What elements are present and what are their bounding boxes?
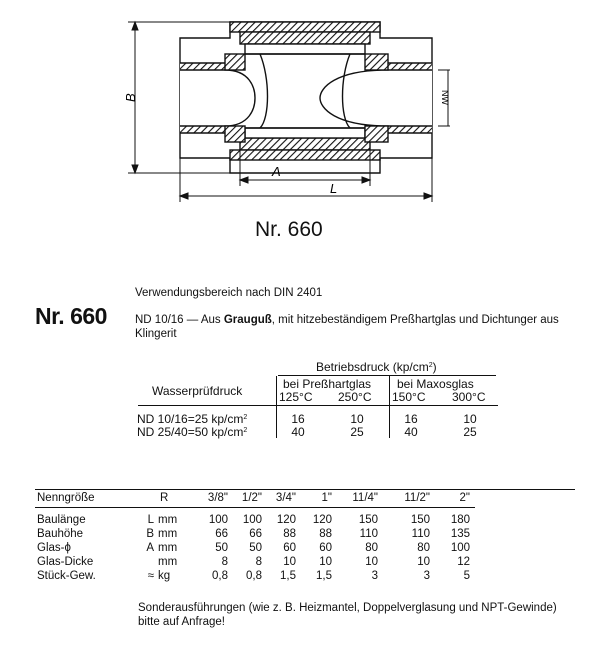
size-col-1: 3/8" [207,492,228,504]
footer-line-1: Sonderausführungen (wie z. B. Heizmantel, Doppelverglasung und NPT-Gewinde) [138,602,557,614]
size-row-symbol: B [146,528,154,540]
temp-3: 150°C [392,390,426,404]
size-cell: 10 [319,556,332,568]
size-row-name: Glas-ϕ [37,542,71,554]
size-row-name: Glas-Dicke [37,556,94,568]
pressure-r1-v4: 10 [463,412,477,426]
size-cell: 3 [371,570,378,582]
size-cell: 0,8 [212,570,228,582]
size-cell: 10 [417,556,430,568]
size-header-name: Nenngröße [37,492,95,504]
svg-text:B: B [123,93,138,102]
pressure-row-2-label: ND 25/40=50 $kp/cm^2$ [137,425,248,439]
pressure-r2-v4: 25 [463,425,477,439]
figure-caption: Nr. 660 [255,218,323,241]
pressure-r2-v3: 40 [404,425,418,439]
desc-material: Grauguß [223,314,272,326]
size-cell: 66 [249,528,262,540]
temp-1: 125°C [279,390,313,404]
pressure-r1-v1: 16 [291,412,305,426]
size-row-symbol: L [147,514,154,526]
size-col-7: 2" [459,492,470,504]
footer-line-2: bitte auf Anfrage! [138,616,225,628]
size-row-unit: mm [158,514,178,526]
size-cell: 88 [319,528,332,540]
size-cell: 100 [450,542,470,554]
size-cell: 1,5 [316,570,332,582]
size-cell: 88 [283,528,296,540]
size-cell: 100 [242,514,262,526]
temp-4: 300°C [452,390,486,404]
group-maxosglas: bei Maxosglas [397,377,474,391]
pressure-r1-v2: 10 [350,412,364,426]
size-row-name: Baulänge [37,514,86,526]
size-row-name: Bauhöhe [37,528,84,540]
size-cell: 110 [359,528,378,540]
product-description [135,313,585,341]
size-cell: 150 [410,514,430,526]
size-row-name: Stück-Gew. [37,570,96,582]
size-row-symbol: A [146,542,154,554]
size-col-5: 11/4" [352,492,378,504]
size-cell: 12 [457,556,470,568]
size-cell: 1,5 [280,570,296,582]
size-cell: 150 [358,514,378,526]
size-col-4: 1" [321,492,332,504]
size-cell: 0,8 [246,570,262,582]
size-cell: 80 [365,542,378,554]
size-cell: 10 [365,556,378,568]
pressure-r2-v1: 40 [291,425,305,439]
size-row-unit: mm [158,542,178,554]
pressure-r2-v2: 25 [350,425,364,439]
size-row-unit: mm [158,556,178,568]
svg-text:NW: NW [440,90,450,105]
size-cell: 66 [215,528,228,540]
size-cell: 180 [450,514,470,526]
size-row-symbol: ≈ [147,570,154,582]
svg-text:A: A [272,164,281,179]
size-cell: 120 [276,514,296,526]
group-presshartglas: bei Preßhartglas [283,377,372,391]
size-cell: 120 [312,514,332,526]
size-cell: 50 [215,542,228,554]
size-cell: 80 [417,542,430,554]
sight-glass-drawing [120,8,450,208]
temp-2: 250°C [338,390,372,404]
size-cell: 8 [221,556,228,568]
pressure-title: Betriebsdruck $(kp/cm^2)$ [316,360,437,374]
size-cell: 60 [319,542,332,554]
desc-rest: , mit hitzebeständigem Preßhartglas und Dichtunger aus Klingerit [135,314,559,340]
svg-text:L: L [330,181,338,196]
size-cell: 50 [249,542,262,554]
pressure-r1-v3: 16 [404,412,418,426]
usage-note: Verwendungsbereich nach DIN 2401 [135,287,323,299]
size-cell: 135 [450,528,470,540]
drawing-body [180,22,432,173]
pressure-title-rule [278,375,496,376]
size-col-3: 3/4" [275,492,296,504]
size-cell: 60 [283,542,296,554]
size-cell: 8 [255,556,262,568]
pressure-row-header: Wasserprüfdruck [152,384,243,398]
pressure-row-1-label: ND 10/16=25 $kp/cm^2$ [137,412,248,426]
desc-prefix: ND 10/16 — Aus [135,314,224,326]
size-cell: 10 [283,556,296,568]
size-row-unit: mm [158,528,178,540]
footer-note [138,601,557,629]
size-header-symbol: R [160,492,169,504]
size-cell: 3 [423,570,430,582]
size-row-unit: kg [158,570,171,582]
size-cell: 110 [411,528,430,540]
size-cell: 5 [463,570,470,582]
size-col-2: 1/2" [241,492,262,504]
size-cell: 100 [208,514,228,526]
product-number: Nr. 660 [35,303,107,329]
size-col-6: 11/2" [404,492,430,504]
